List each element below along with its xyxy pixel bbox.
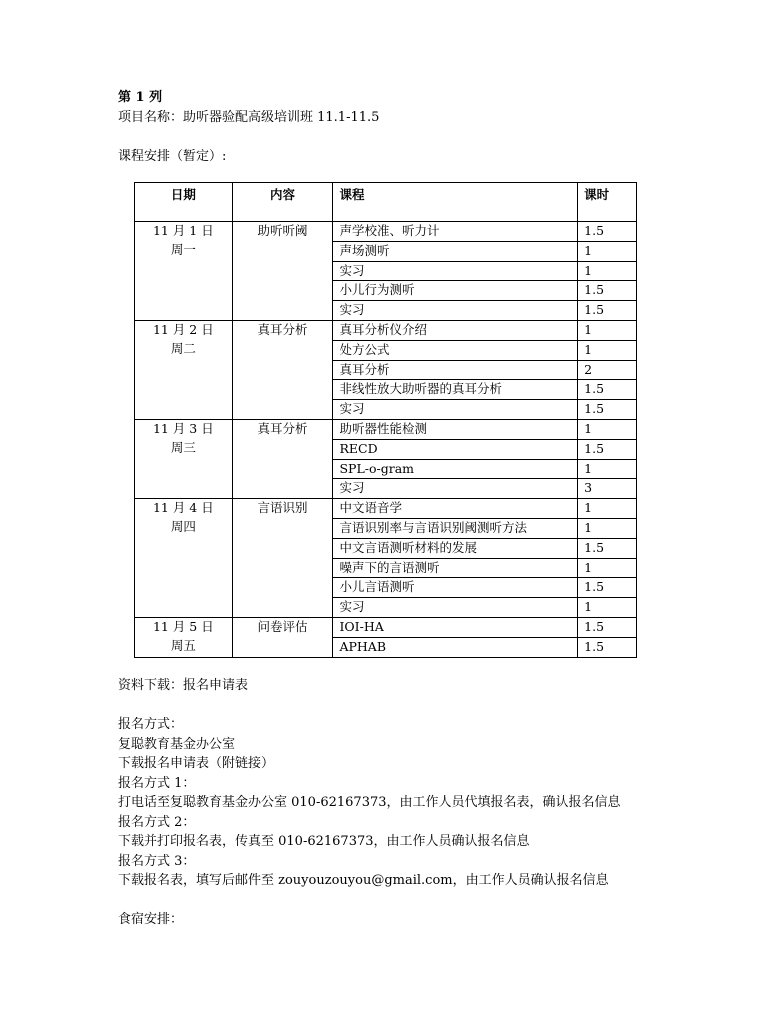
- document-page: [118, 88, 678, 927]
- hours-cell: 1.5: [578, 400, 637, 420]
- content-cell: 真耳分析: [232, 320, 333, 419]
- download-line: 资料下载：报名申请表: [118, 678, 249, 693]
- table-row: [135, 617, 637, 637]
- header-date: 日期: [135, 183, 233, 222]
- content-cell: 问卷评估: [232, 617, 333, 657]
- header-content: 内容: [232, 183, 333, 222]
- hours-cell: 1.5: [578, 538, 637, 558]
- hours-cell: 1.5: [578, 301, 637, 321]
- method3-text: 下载报名表，填写后邮件至 zouyouzouyou@gmail.com，由工作人员确认报名信息: [118, 873, 609, 888]
- course-cell: 小儿行为测听: [333, 281, 578, 301]
- table-row: [135, 222, 637, 242]
- date-text: 11 月 1 日: [152, 223, 214, 238]
- registration-section: [118, 676, 621, 930]
- hours-cell: 1: [578, 320, 637, 340]
- course-cell: 声场测听: [333, 241, 578, 261]
- hours-cell: 1: [578, 241, 637, 261]
- hours-cell: 1.5: [578, 439, 637, 459]
- method3-label: 报名方式 3：: [118, 853, 196, 869]
- content-cell: 真耳分析: [232, 419, 333, 498]
- date-cell: [135, 419, 233, 498]
- method2-label: 报名方式 2：: [118, 814, 196, 830]
- hours-cell: 1: [578, 518, 637, 538]
- hours-cell: 1: [578, 261, 637, 281]
- course-cell: 助听器性能检测: [333, 419, 578, 439]
- course-cell: 处方公式: [333, 340, 578, 360]
- course-cell: 实习: [333, 301, 578, 321]
- date-text: 11 月 4 日: [152, 500, 214, 516]
- weekday-text: 周五: [170, 637, 196, 653]
- accommodation-label: 食宿安排：: [118, 912, 184, 927]
- method1-label: 报名方式 1：: [118, 775, 196, 791]
- course-cell: 实习: [333, 479, 578, 499]
- date-cell: [135, 499, 233, 618]
- method1-text: 打电话至复聪教育基金办公室 010-62167373，由工作人员代填报名表，确认报名信息: [118, 795, 621, 810]
- hours-cell: 1.5: [578, 637, 637, 657]
- hours-cell: 1.5: [578, 281, 637, 301]
- hours-cell: 1: [578, 598, 637, 618]
- course-cell: RECD: [333, 439, 578, 459]
- document-heading: 第 1 列: [118, 90, 163, 105]
- date-cell: [135, 320, 233, 419]
- project-name: 项目名称：助听器验配高级培训班 11.1-11.5: [118, 109, 380, 125]
- hours-cell: 1.5: [578, 380, 637, 400]
- course-cell: IOI-HA: [333, 617, 578, 637]
- course-cell: APHAB: [333, 637, 578, 657]
- date-text: 11 月 2 日: [152, 321, 214, 337]
- hours-cell: 1: [578, 340, 637, 360]
- course-cell: 非线性放大助听器的真耳分析: [333, 380, 578, 400]
- course-cell: 声学校准、听力计: [333, 222, 578, 242]
- weekday-text: 周四: [170, 518, 196, 534]
- hours-cell: 3: [578, 479, 637, 499]
- table-row: [135, 499, 637, 519]
- header-course: 课程: [333, 183, 578, 222]
- registration-download-form: 下载报名申请表（附链接）: [118, 756, 275, 771]
- schedule-table: [134, 182, 637, 658]
- date-text: 11 月 5 日: [152, 618, 214, 634]
- weekday-text: 周三: [170, 439, 196, 455]
- weekday-text: 周一: [170, 241, 196, 257]
- course-cell: 真耳分析: [333, 360, 578, 380]
- course-cell: 小儿言语测听: [333, 578, 578, 598]
- hours-cell: 1.5: [578, 578, 637, 598]
- course-cell: 实习: [333, 400, 578, 420]
- schedule-label: 课程安排（暂定）:: [118, 148, 227, 164]
- date-cell: [135, 222, 233, 321]
- content-cell: 助听听阈: [232, 222, 333, 321]
- weekday-text: 周二: [170, 340, 196, 356]
- course-cell: 实习: [333, 598, 578, 618]
- course-cell: SPL-o-gram: [333, 459, 578, 479]
- course-cell: 噪声下的言语测听: [333, 558, 578, 578]
- table-header-row: [135, 183, 637, 222]
- hours-cell: 1: [578, 558, 637, 578]
- hours-cell: 1: [578, 499, 637, 519]
- hours-cell: 1: [578, 419, 637, 439]
- hours-cell: 1: [578, 459, 637, 479]
- schedule-body: [135, 222, 637, 658]
- course-cell: 实习: [333, 261, 578, 281]
- table-row: [135, 419, 637, 439]
- hours-cell: 2: [578, 360, 637, 380]
- course-cell: 真耳分析仪介绍: [333, 320, 578, 340]
- registration-office: 复聪教育基金办公室: [118, 736, 236, 752]
- course-cell: 言语识别率与言语识别阈测听方法: [333, 518, 578, 538]
- hours-cell: 1.5: [578, 617, 637, 637]
- date-text: 11 月 3 日: [152, 420, 214, 436]
- header-hours: 课时: [578, 183, 637, 222]
- course-cell: 中文言语测听材料的发展: [333, 538, 578, 558]
- table-row: [135, 320, 637, 340]
- method2-text: 下载并打印报名表，传真至 010-62167373，由工作人员确认报名信息: [118, 834, 530, 849]
- registration-title: 报名方式：: [118, 717, 184, 732]
- content-cell: 言语识别: [232, 499, 333, 618]
- date-cell: [135, 617, 233, 657]
- hours-cell: 1.5: [578, 222, 637, 242]
- course-cell: 中文语音学: [333, 499, 578, 519]
